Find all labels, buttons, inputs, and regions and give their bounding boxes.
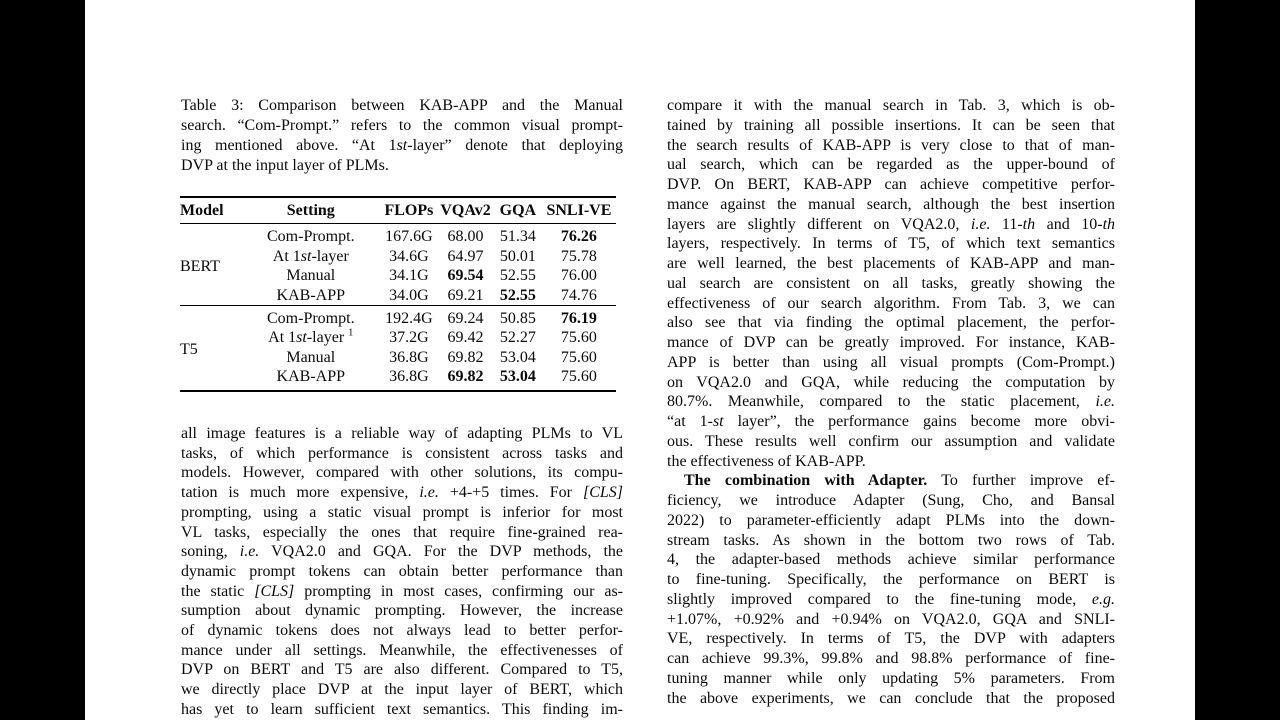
text-line: on VQA2.0 and GQA, while reducing the computation by	[667, 373, 1115, 391]
text-line: layers are slightly different on VQA2.0, i.e. 11-th and 10-th	[667, 215, 1116, 233]
results-table	[180, 196, 616, 392]
table-cell-gqa: 53.04	[499, 348, 536, 366]
table-cell-flops: 192.4G	[381, 306, 438, 329]
text-line: +1.07%, +0.92% and +0.94% on VQA2.0, GQA and SNLI-	[667, 610, 1115, 628]
table-row	[180, 348, 616, 367]
letterbox-left	[0, 0, 85, 720]
text-line: 4, the adapter-based methods achieve similar performance	[667, 551, 1115, 569]
table-cell-setting: At 1st-layer	[272, 247, 349, 265]
table-cell-vqav2: 69.82	[447, 348, 484, 366]
table-cell-vqav2: 69.82	[447, 368, 484, 386]
text-line: mance under all settings. Meanwhile, the effectivenesses of	[181, 641, 623, 659]
results-table-wrapper	[180, 196, 616, 392]
text-line: search. “Com-Prompt.” refers to the common visual prompt-	[181, 117, 623, 134]
table-header	[180, 197, 616, 224]
text-line: the search results of KAB-APP is very close to that of man-	[667, 136, 1115, 154]
table-cell-flops: 37.2G	[389, 329, 429, 347]
text-line: APP is better than using all visual prompts (Com-Prompt.)	[667, 353, 1115, 371]
text-line: mance against the manual search, although the best insertion	[667, 195, 1115, 213]
table-cell-flops: 36.8G	[389, 368, 429, 386]
text-line: of dynamic tokens does not always lead to better perfor-	[181, 622, 623, 640]
text-line: ficiency, we introduce Adapter (Sung, Cho, and Bansal	[667, 492, 1115, 509]
table-cell-gqa: 52.55	[499, 267, 536, 285]
table-row	[180, 286, 616, 306]
text-line: dynamic prompt tokens can obtain better performance than	[181, 562, 623, 580]
text-line: ous. These results well confirm our assumption and validate	[667, 432, 1115, 450]
table-row	[180, 328, 616, 347]
text-line: stream tasks. As shown in the bottom two rows of Tab.	[667, 531, 1115, 549]
column-header-model: Model	[180, 197, 241, 224]
column-header-gqa: GQA	[494, 197, 542, 224]
table-cell-vqav2: 64.97	[447, 247, 484, 265]
text-line: tained by training all possible insertions. It can be seen that	[667, 116, 1115, 134]
text-line: we directly place DVP at the input layer of BERT, which	[181, 681, 623, 699]
table-cell-vqav2: 69.24	[437, 306, 494, 329]
table-cell-gqa: 50.01	[499, 247, 536, 265]
text-line: the static [CLS] prompting in most cases, confirming our as-	[181, 582, 624, 600]
table-cell-flops: 34.6G	[389, 247, 429, 265]
table-row	[180, 306, 616, 329]
table-cell-setting: Com-Prompt.	[241, 306, 381, 329]
text-line: VE, respectively. In terms of T5, the DVP with adapters	[667, 630, 1115, 648]
text-line: slightly improved compared to the fine-tuning mode, e.g.	[667, 590, 1115, 608]
table-cell-setting: KAB-APP	[276, 286, 346, 304]
letterbox-right	[1195, 0, 1280, 720]
table-row	[180, 247, 616, 266]
text-line: “at 1-st layer”, the performance gains become more obvi-	[667, 413, 1115, 430]
column-header-flops: FLOPs	[381, 197, 438, 224]
text-line: 2022) to parameter-efficiently adapt PLMs into the down-	[667, 511, 1115, 529]
table-cell-flops: 36.8G	[389, 348, 429, 366]
text-line: has yet to learn sufficient text semantics. This finding im-	[181, 700, 623, 718]
text-line: prompting, using a static visual prompt is inferior for most	[181, 503, 623, 521]
text-line: can achieve 99.3%, 99.8% and 98.8% performance of fine-	[667, 650, 1115, 667]
table-cell-flops: 34.0G	[389, 286, 429, 304]
text-line: ual search are consistent on all tasks, greatly showing the	[667, 274, 1115, 292]
text-line: the effectiveness of KAB-APP.	[667, 452, 866, 470]
table-cell-flops: 167.6G	[385, 228, 433, 246]
text-line: tation is much more expensive, i.e. +4-+5 times. For [CLS]	[181, 484, 623, 502]
text-line: to fine-tuning. Specifically, the performance on BERT is	[667, 571, 1115, 588]
table-caption	[181, 96, 623, 176]
column-header-vqav2: VQAv2	[437, 197, 494, 224]
model-label: BERT	[180, 257, 220, 275]
text-line: DVP on BERT and T5 are also different. Compared to T5,	[181, 661, 623, 679]
table-cell-flops: 34.1G	[389, 267, 429, 285]
column-header-snli-ve: SNLI-VE	[542, 197, 616, 224]
table-row	[180, 367, 616, 390]
text-line: ual search, which can be regarded as the upper-bound of	[667, 156, 1115, 174]
table-cell-gqa: 52.27	[499, 329, 536, 347]
table-cell-gqa: 52.55	[499, 286, 536, 304]
text-line: DVP. On BERT, KAB-APP can achieve competitive perfor-	[667, 176, 1115, 193]
text-line: mance of DVP can be greatly improved. For instance, KAB-	[667, 334, 1115, 351]
text-line: layers, respectively. In terms of T5, of which text semantics	[667, 235, 1115, 253]
table-cell-setting: KAB-APP	[276, 368, 346, 386]
table-cell-snli: 75.78	[560, 247, 597, 265]
text-line: are well learned, the best placements of KAB-APP and man-	[667, 255, 1115, 272]
table-cell-snli: 76.19	[542, 306, 616, 329]
table-cell-vqav2: 69.42	[447, 329, 484, 347]
right-column-text	[667, 96, 1115, 708]
table-cell-snli: 75.60	[560, 368, 597, 386]
text-line: tuning manner while only updating 5% parameters. From	[667, 669, 1115, 687]
text-line: ing mentioned above. “At 1st-layer” denote that deploying	[181, 137, 623, 154]
text-line: DVP at the input layer of PLMs.	[181, 157, 389, 174]
table-cell-setting: At 1st-layer $^1$	[268, 328, 354, 347]
text-line: sumption about dynamic prompting. However, the increase	[181, 602, 623, 620]
model-label: T5	[180, 306, 241, 391]
text-line: 80.7%. Meanwhile, compared to the static placement, i.e.	[667, 393, 1115, 411]
table-cell-snli: 76.26	[560, 228, 597, 246]
text-line: effectiveness of our search algorithm. From Tab. 3, we can	[667, 294, 1115, 312]
text-line: VL tasks, especially the ones that require fine-grained rea-	[181, 523, 623, 541]
table-cell-vqav2: 69.54	[447, 267, 484, 285]
table-cell-vqav2: 69.21	[447, 286, 484, 304]
table-cell-gqa: 53.04	[499, 368, 536, 386]
table-body	[180, 224, 616, 391]
text-line: the above experiments, we can conclude that the proposed	[667, 689, 1115, 707]
table-cell-setting: Com-Prompt.	[267, 228, 355, 246]
table-cell-snli: 76.00	[560, 267, 597, 285]
table-header-row	[180, 197, 616, 224]
table-cell-snli: 75.60	[560, 348, 597, 366]
table-cell-vqav2: 68.00	[447, 228, 484, 246]
table-row	[180, 266, 616, 285]
paper-page	[85, 0, 1195, 720]
text-line: soning, i.e. VQA2.0 and GQA. For the DVP methods, the	[181, 543, 624, 561]
text-line: tasks, of which performance is consistent across tasks and	[181, 444, 623, 462]
column-header-setting: Setting	[241, 197, 381, 224]
table-cell-snli: 74.76	[560, 286, 597, 304]
table-cell-setting: Manual	[286, 267, 336, 285]
text-line: Table 3: Comparison between KAB-APP and the Manual	[181, 97, 623, 114]
table-row	[180, 224, 616, 247]
table-cell-snli: 75.60	[560, 329, 597, 347]
text-line: models. However, compared with other solutions, its compu-	[181, 464, 623, 482]
text-line: The combination with Adapter. To further improve ef-	[684, 472, 1115, 490]
text-line: also see that via finding the optimal placement, the perfor-	[667, 314, 1115, 332]
left-column-text	[181, 424, 623, 720]
table-cell-gqa: 51.34	[499, 228, 536, 246]
table-cell-setting: Manual	[286, 348, 336, 366]
text-line: all image features is a reliable way of adapting PLMs to VL	[181, 425, 623, 442]
text-line: compare it with the manual search in Tab. 3, which is ob-	[667, 97, 1115, 114]
table-cell-gqa: 50.85	[494, 306, 542, 329]
